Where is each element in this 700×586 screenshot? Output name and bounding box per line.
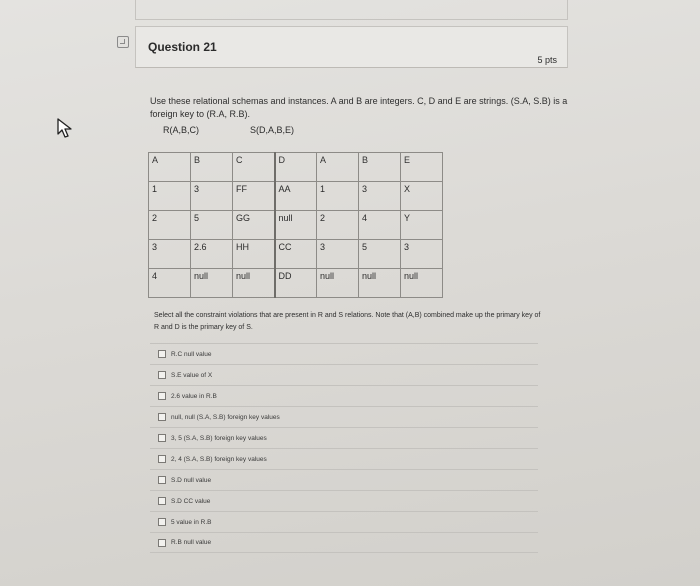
table-cell: 2.6 (191, 240, 233, 269)
answer-option[interactable] (150, 448, 538, 469)
table-cell: 3 (317, 240, 359, 269)
header-cell: A (149, 153, 191, 182)
answer-option[interactable] (150, 364, 538, 385)
table-cell: GG (233, 211, 275, 240)
table-cell: Y (401, 211, 443, 240)
checkbox[interactable] (158, 371, 166, 379)
answer-label: S.D CC value (171, 497, 211, 505)
table-row (149, 182, 443, 211)
table-cell: FF (233, 182, 275, 211)
answer-option[interactable] (150, 406, 538, 427)
answer-option[interactable] (150, 511, 538, 532)
table-cell: HH (233, 240, 275, 269)
question-header (135, 26, 568, 68)
table-cell: CC (275, 240, 317, 269)
checkbox[interactable] (158, 476, 166, 484)
table-cell: null (401, 269, 443, 298)
bookmark-icon[interactable] (117, 36, 129, 48)
table-cell: 4 (359, 211, 401, 240)
table-cell: AA (275, 182, 317, 211)
checkbox[interactable] (158, 455, 166, 463)
table-cell: 3 (401, 240, 443, 269)
schema-r: R(A,B,C) (163, 125, 199, 135)
relations-table (148, 152, 443, 298)
answer-label: R.B null value (171, 539, 212, 546)
table-cell: 2 (149, 211, 191, 240)
header-cell: A (317, 153, 359, 182)
answer-option[interactable] (150, 469, 538, 490)
checkbox[interactable] (158, 539, 166, 547)
checkbox[interactable] (158, 518, 166, 526)
checkbox[interactable] (158, 350, 166, 358)
answer-option[interactable] (150, 385, 538, 406)
table-cell: null (275, 211, 317, 240)
checkbox[interactable] (158, 497, 166, 505)
table-cell: null (191, 269, 233, 298)
answer-label: null, null (S.A, S.B) foreign key values (171, 413, 280, 421)
table-cell: 4 (149, 269, 191, 298)
table-cell: null (233, 269, 275, 298)
table-cell: 2 (317, 211, 359, 240)
question-points: 5 pts (537, 55, 557, 65)
checkbox[interactable] (158, 413, 166, 421)
checkbox[interactable] (158, 392, 166, 400)
table-cell: X (401, 182, 443, 211)
table-header-row (149, 153, 443, 182)
table-cell: DD (275, 269, 317, 298)
table-cell: 5 (191, 211, 233, 240)
question-intro: Use these relational schemas and instances. A and B are integers. C, D and E are strings. (S.A, S.B) is a foreign key to (R.A, R.B). (150, 96, 568, 119)
answer-label: R.C null value (171, 350, 212, 358)
table-cell: 1 (317, 182, 359, 211)
table-cell: null (359, 269, 401, 298)
cursor-icon (55, 117, 75, 139)
question-title: Question 21 (148, 40, 217, 54)
answer-label: 3, 5 (S.A, S.B) foreign key values (171, 434, 267, 442)
header-cell: E (401, 153, 443, 182)
answer-label: 2.6 value in R.B (171, 392, 217, 400)
answer-option[interactable] (150, 427, 538, 448)
answer-options (150, 343, 538, 553)
answer-option[interactable] (150, 343, 538, 364)
table-cell: 3 (359, 182, 401, 211)
table-row (149, 269, 443, 298)
answer-label: 2, 4 (S.A, S.B) foreign key values (171, 455, 267, 463)
checkbox[interactable] (158, 434, 166, 442)
header-cell: B (191, 153, 233, 182)
answer-option[interactable] (150, 490, 538, 511)
answer-label: S.E value of X (171, 371, 213, 379)
schema-s: S(D,A,B,E) (250, 125, 295, 135)
answer-label: 5 value in R.B (171, 518, 212, 526)
table-cell: 3 (149, 240, 191, 269)
table-cell: 3 (191, 182, 233, 211)
header-cell: D (275, 153, 317, 182)
table-cell: 5 (359, 240, 401, 269)
table-row (149, 240, 443, 269)
header-cell: B (359, 153, 401, 182)
answer-label: S.D null value (171, 476, 212, 484)
previous-question-panel (135, 0, 568, 20)
table-cell: 1 (149, 182, 191, 211)
header-cell: C (233, 153, 275, 182)
task-instructions: Select all the constraint violations that are present in R and S relations. Note that (A,B) combined make up the primary key of R and D is the primary key of S. (154, 312, 541, 331)
table-cell: null (317, 269, 359, 298)
table-row (149, 211, 443, 240)
answer-option[interactable] (150, 532, 538, 553)
